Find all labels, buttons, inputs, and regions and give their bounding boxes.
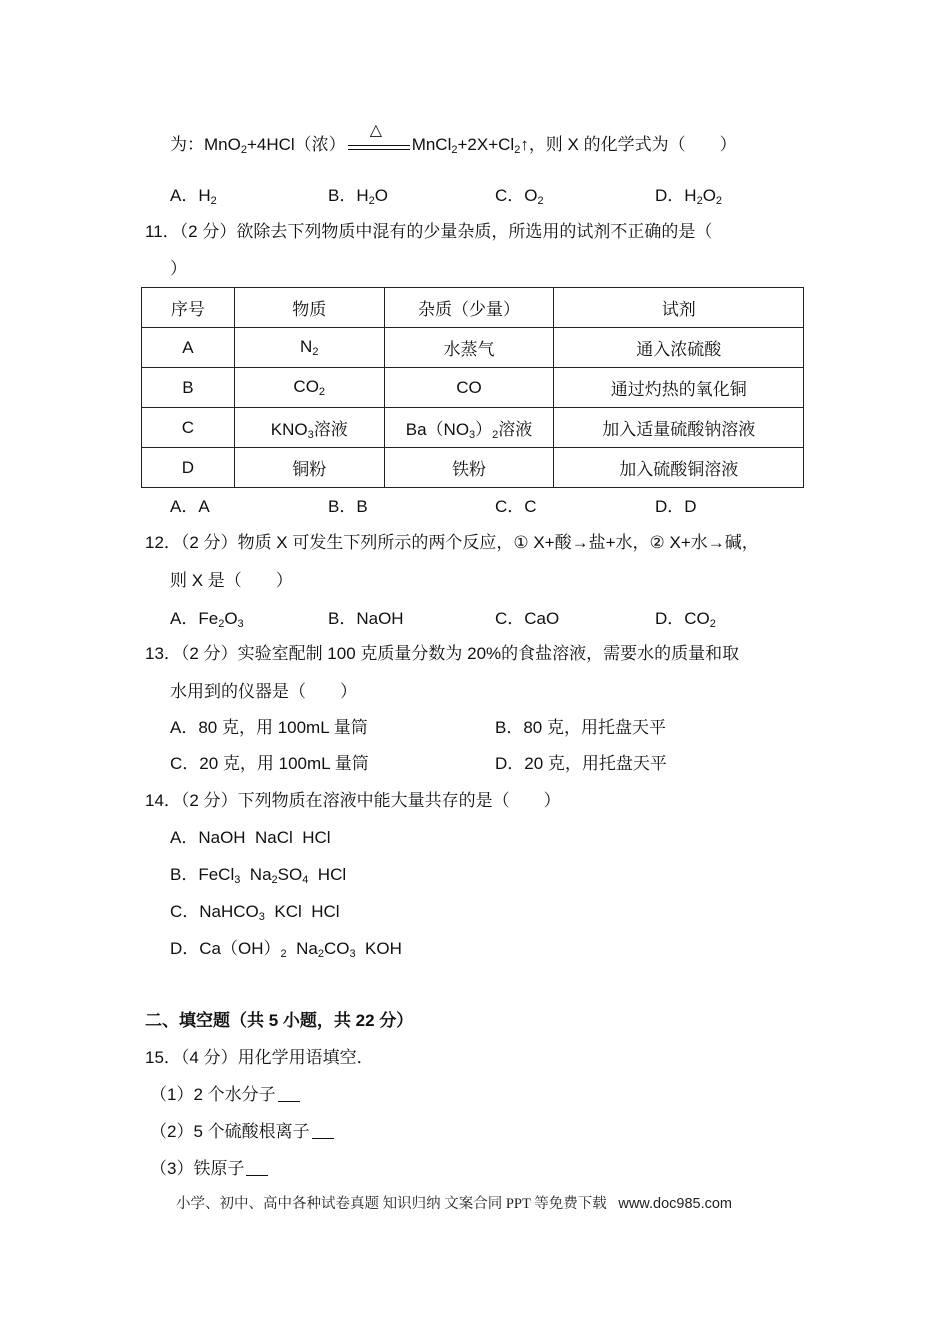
q15-item-3: （3）铁原子: [150, 1154, 268, 1179]
table-cell: 铁粉: [384, 448, 554, 488]
table-cell: B: [142, 368, 235, 408]
q14-option-a: A．NaOH NaCl HCl: [170, 828, 331, 847]
table-cell: A: [142, 328, 235, 368]
q14-option-b: B．FeCl$_3$ $Na_2SO_4$ HCl: [170, 865, 347, 886]
header-cell: 试剂: [554, 288, 804, 328]
q11-option-b: B．B: [328, 497, 368, 516]
answer-blank[interactable]: [246, 1161, 268, 1176]
table-cell: D: [142, 448, 235, 488]
q15-item-1: （1）2 个水分子: [150, 1080, 300, 1105]
table-row: [142, 448, 804, 488]
q10-option-c: C．$O_2$: [495, 186, 544, 207]
table-cell: $N_2$: [234, 328, 384, 368]
q11-option-a: A．A: [170, 497, 210, 516]
table-cell: 通入浓硫酸: [554, 328, 804, 368]
footer-banner: [176, 1192, 732, 1213]
q13-stem-line1: 13．（2 分）实验室配制 100 克质量分数为 20%的食盐溶液，需要水的质量和取: [145, 644, 740, 663]
q11-option-c: C．C: [495, 497, 537, 516]
q13-option-a: A．80 克，用 100mL 量筒: [170, 718, 368, 737]
header-cell: 杂质（少量）: [384, 288, 554, 328]
q10-option-a: A．$H_2$: [170, 186, 217, 207]
q13-option-d: D．20 克，用托盘天平: [495, 754, 667, 773]
q11-option-d: D．D: [655, 497, 697, 516]
table-cell: $CO_2$: [234, 368, 384, 408]
header-cell: 序号: [142, 288, 235, 328]
q10-option-d: D．$H_2O_2$: [655, 186, 723, 207]
q15-item-2: （2）5 个硫酸根离子: [150, 1117, 334, 1142]
table-row: [142, 328, 804, 368]
answer-blank[interactable]: [312, 1124, 334, 1139]
table-row: [142, 368, 804, 408]
footer-link[interactable]: www.doc985.com: [618, 1196, 732, 1212]
q11-stem-line2: ）: [170, 259, 187, 278]
q12-option-a: A．$Fe_2O_3$: [170, 609, 244, 630]
table-cell: C: [142, 408, 235, 448]
heating-equals-sign: [346, 121, 412, 156]
q14-option-c: C．NaHCO$_3$ KCl HCl: [170, 902, 340, 923]
q12-option-b: B．NaOH: [328, 609, 404, 628]
q14-option-d: D．$Ca(OH)_2$ $Na_2CO_3$ KOH: [170, 939, 402, 960]
table-cell: 加入适量硫酸钠溶液: [554, 408, 804, 448]
q13-stem-line2: 水用到的仪器是（ ）: [170, 682, 357, 701]
table-cell: 通过灼热的氧化铜: [554, 368, 804, 408]
q12-stem-line2: 则 X 是（ ）: [170, 571, 293, 590]
table-header-row: [142, 288, 804, 328]
section-heading: 二、填空题（共 5 小题，共 22 分）: [145, 1011, 414, 1030]
table-cell: 铜粉: [234, 448, 384, 488]
footer-text: 小学、初中、高中各种试卷真题 知识归纳 文案合同 PPT 等免费下载: [176, 1196, 607, 1212]
q10-option-b: B．$H_2O$: [328, 186, 388, 207]
q13-option-b: B．80 克，用托盘天平: [495, 718, 666, 737]
q11-stem-line1: 11．（2 分）欲除去下列物质中混有的少量杂质，所选用的试剂不正确的是（: [145, 222, 713, 241]
heat-triangle-icon: △: [369, 121, 382, 139]
table-cell: $Ba(NO_3)_2$溶液: [384, 408, 554, 448]
table-cell: 水蒸气: [384, 328, 554, 368]
q13-option-c: C．20 克，用 100mL 量筒: [170, 754, 369, 773]
answer-blank[interactable]: [278, 1087, 300, 1102]
q12-stem-line1: 12．（2 分）物质 X 可发生下列所示的两个反应，① X+酸→盐+水，② X+水→碱，: [145, 533, 759, 552]
table-cell: CO: [384, 368, 554, 408]
q11-table: [141, 287, 804, 488]
table-row: [142, 408, 804, 448]
header-cell: 物质: [234, 288, 384, 328]
table-cell: $KNO_3$溶液: [234, 408, 384, 448]
q12-option-c: C．CaO: [495, 609, 560, 628]
q14-stem: 14．（2 分）下列物质在溶液中能大量共存的是（ ）: [145, 791, 561, 810]
q12-option-d: D．$CO_2$: [655, 609, 716, 630]
q10-stem: 为：MnO$_2$+4HCl（浓） △ $MnCl_2+2X+Cl_2↑$，则 X 的化学式为（ ）: [170, 121, 737, 156]
q15-stem: 15．（4 分）用化学用语填空．: [145, 1048, 374, 1067]
table-cell: 加入硫酸铜溶液: [554, 448, 804, 488]
